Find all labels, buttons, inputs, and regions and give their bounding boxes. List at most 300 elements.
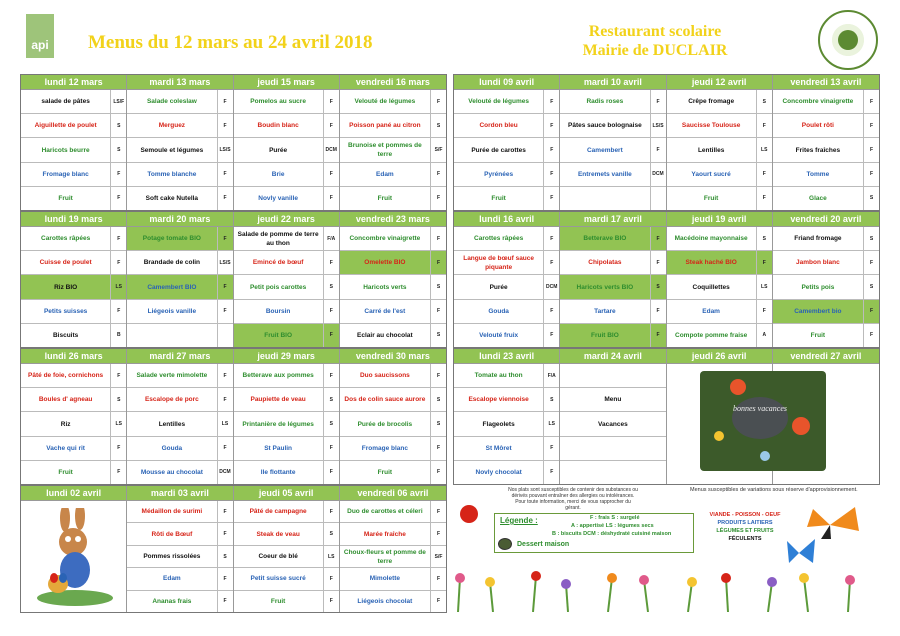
dish-code: F — [323, 163, 339, 186]
dish-name: Steak haché BIO — [685, 259, 737, 267]
day-column — [21, 349, 127, 484]
dish-name: Fruit BIO — [264, 331, 293, 339]
day-header: vendredi 30 mars — [340, 349, 446, 364]
dish-row — [667, 90, 772, 114]
dish-row — [340, 523, 446, 545]
dish-row — [234, 138, 339, 162]
dish-row — [454, 138, 559, 162]
week-grid — [21, 75, 446, 210]
dish-name: Carottes râpées — [474, 235, 524, 243]
day-header: mardi 27 mars — [127, 349, 232, 364]
dish-row — [234, 251, 339, 275]
dish-code: DCM — [217, 461, 233, 484]
dish-row — [560, 412, 665, 436]
dish-name: Frites fraîches — [795, 146, 841, 154]
dish-name: Radis roses — [586, 98, 624, 106]
day-column — [127, 349, 233, 484]
dish-code: F — [543, 251, 559, 274]
dish-row — [340, 300, 446, 324]
allergen-note: Nos plats sont susceptibles de contenir des substances ou dérivés pouvant entraîner des allergies ou intolérances. Pour toute information, merci de vous rapprocher du gérant. — [508, 487, 638, 511]
week-grid — [454, 75, 879, 210]
dish-name: Menu — [604, 396, 622, 404]
week-grid — [454, 212, 879, 347]
dish-row — [560, 324, 665, 347]
dish-name: Escalope viennoise — [468, 396, 529, 404]
day-column — [234, 212, 340, 347]
dish-name: Mousse au chocolat — [140, 468, 203, 476]
dish-name — [127, 324, 216, 347]
dish-row — [560, 251, 665, 275]
dish-code: F/A — [543, 364, 559, 387]
dish-code: B — [110, 324, 126, 347]
dish-row — [127, 437, 232, 461]
dish-code: LS/S — [650, 114, 666, 137]
dish-code: F — [323, 568, 339, 589]
dish-code — [650, 187, 666, 210]
dish-row — [234, 275, 339, 299]
dish-name: Semoule et légumes — [140, 146, 204, 154]
dish-name: Petit suisse sucré — [250, 575, 306, 583]
dish-code: S — [323, 388, 339, 411]
dish-code: DCM — [323, 138, 339, 161]
dish-name: Fruit — [810, 331, 826, 339]
dish-name: Carré de l'est — [364, 307, 406, 315]
dish-code: F — [217, 591, 233, 612]
dish-name: Betterave BIO — [583, 235, 627, 243]
dish-name: Novly vanille — [258, 194, 298, 202]
dish-code: LS — [110, 275, 126, 298]
week-panel — [20, 348, 447, 485]
dish-code: F — [543, 437, 559, 460]
dish-row — [340, 163, 446, 187]
dish-name: St Môret — [485, 444, 512, 452]
dish-row — [127, 591, 232, 612]
dish-name: Gouda — [488, 307, 509, 315]
dish-row — [127, 251, 232, 275]
dish-row — [127, 163, 232, 187]
butterflies-illustration — [785, 505, 875, 575]
dish-name: Purée — [269, 146, 288, 154]
dish-row — [234, 364, 339, 388]
dish-name: Brie — [271, 170, 285, 178]
food-categories — [690, 511, 800, 543]
holiday-card — [700, 371, 826, 471]
dish-row — [127, 187, 232, 210]
day-header: lundi 23 avril — [454, 349, 559, 364]
day-column — [340, 349, 446, 484]
dish-code: F — [543, 90, 559, 113]
dish-code: LS — [756, 138, 772, 161]
dish-row — [127, 227, 232, 251]
dish-row — [454, 163, 559, 187]
dish-row — [560, 227, 665, 251]
dish-row — [773, 163, 879, 187]
dish-code: F — [217, 501, 233, 522]
dish-name: Paupiette de veau — [250, 396, 306, 404]
easter-bunny-illustration — [30, 508, 120, 608]
dish-code: F — [863, 90, 879, 113]
day-column — [773, 212, 879, 347]
dish-row — [667, 324, 772, 347]
dish-row — [340, 114, 446, 138]
dish-row — [340, 251, 446, 275]
day-column — [234, 349, 340, 484]
dish-row — [234, 163, 339, 187]
dish-name: Brandade de colin — [143, 259, 201, 267]
dish-code: F — [217, 114, 233, 137]
dish-row — [773, 251, 879, 275]
dish-row — [773, 275, 879, 299]
dish-name: Potage tomate BIO — [142, 235, 201, 243]
dish-code: F — [543, 138, 559, 161]
dish-row — [454, 187, 559, 210]
dish-code: F — [430, 364, 446, 387]
dish-name: Vache qui rit — [46, 444, 85, 452]
restaurant-line-1: Restaurant scolaire — [588, 23, 722, 40]
dish-name: Flageolets — [482, 420, 515, 428]
dish-row — [773, 114, 879, 138]
dish-name: Chipolatas — [588, 259, 622, 267]
dish-row — [667, 300, 772, 324]
dish-code: F — [543, 227, 559, 250]
dish-code: LS — [323, 546, 339, 567]
day-column — [454, 349, 560, 484]
dish-row — [234, 187, 339, 210]
dish-row — [21, 275, 126, 299]
dish-row — [667, 251, 772, 275]
dish-code: F — [323, 187, 339, 210]
dish-row — [454, 461, 559, 484]
dish-row — [667, 163, 772, 187]
dish-name: salade de pâtes — [41, 98, 90, 106]
day-header: mardi 13 mars — [127, 75, 232, 90]
dish-name: Aiguillette de poulet — [34, 122, 97, 130]
dish-row — [21, 364, 126, 388]
dish-code — [217, 324, 233, 347]
dish-name: Steak de veau — [256, 530, 300, 538]
dish-row — [340, 546, 446, 568]
apple-emblem-icon — [838, 30, 858, 50]
dish-code: F — [430, 501, 446, 522]
dish-code: F — [323, 251, 339, 274]
dish-code: F — [323, 591, 339, 612]
dessert-maison-label: Dessert maison — [517, 541, 570, 548]
dish-code: S — [323, 523, 339, 544]
dish-name: Haricots beurre — [41, 146, 90, 154]
day-header: jeudi 29 mars — [234, 349, 339, 364]
day-header: lundi 09 avril — [454, 75, 559, 90]
dish-name: Tomate au thon — [474, 372, 523, 380]
category-veg: LÉGUMES ET FRUITS — [716, 528, 774, 534]
dish-code: F — [110, 300, 126, 323]
dish-name: Coeur de blé — [258, 553, 298, 561]
dish-name: Duo de carottes et céleri — [347, 508, 423, 516]
dish-code: DCM — [543, 275, 559, 298]
day-header: mardi 10 avril — [560, 75, 665, 90]
dish-code: F — [217, 437, 233, 460]
logo-text: api — [31, 38, 49, 52]
dish-name: Dos de colin sauce aurore — [344, 396, 426, 404]
dish-name: Brunoise et pommes de terre — [348, 142, 422, 158]
dish-row — [127, 138, 232, 162]
dish-row — [127, 568, 232, 590]
dish-row — [340, 90, 446, 114]
dish-row — [340, 568, 446, 590]
dish-name: Petits pois — [801, 283, 835, 291]
dish-row — [773, 187, 879, 210]
dish-code: F — [110, 364, 126, 387]
dish-name: Cordon bleu — [479, 122, 518, 130]
dish-row — [127, 275, 232, 299]
dish-name: Camembert BIO — [147, 283, 197, 291]
dish-code: F — [756, 251, 772, 274]
dish-row — [773, 300, 879, 324]
dish-code: F — [110, 163, 126, 186]
day-column — [560, 349, 666, 484]
legend-line: B : biscuits DCM : déshydraté cuisiné maison — [552, 531, 672, 537]
dish-row — [234, 324, 339, 347]
week-panel — [20, 74, 447, 211]
dish-name: Jambon blanc — [796, 259, 840, 267]
day-header: lundi 19 mars — [21, 212, 126, 227]
dish-code: S — [110, 114, 126, 137]
dish-name: Tartare — [594, 307, 616, 315]
dish-code: F — [430, 591, 446, 612]
day-column — [454, 212, 560, 347]
dish-code: F — [430, 227, 446, 250]
dish-row — [773, 138, 879, 162]
day-header: jeudi 05 avril — [234, 486, 339, 501]
dish-code: LS/S — [217, 138, 233, 161]
dish-row — [560, 437, 665, 461]
dish-row — [127, 523, 232, 545]
dish-name: Boursin — [265, 307, 291, 315]
dish-row — [560, 275, 665, 299]
dish-name: Crêpe fromage — [688, 98, 735, 106]
dish-name: Haricots verts — [363, 283, 407, 291]
dish-code: F — [110, 461, 126, 484]
dish-row — [234, 388, 339, 412]
dish-row — [454, 388, 559, 412]
day-header: vendredi 27 avril — [773, 349, 879, 364]
dish-name: Choux-fleurs et pomme de terre — [343, 548, 426, 565]
dish-row — [127, 412, 232, 436]
dish-code: S — [650, 275, 666, 298]
week-grid — [21, 349, 446, 484]
dish-name: Merguez — [158, 122, 186, 130]
dish-name: Petits suisses — [43, 307, 88, 315]
dish-name — [560, 187, 649, 210]
dish-row — [667, 114, 772, 138]
dish-name: Escalope de porc — [144, 396, 199, 404]
dish-code: F — [650, 227, 666, 250]
dish-code: S — [430, 275, 446, 298]
dish-row — [340, 501, 446, 523]
dish-code: LS/F — [110, 90, 126, 113]
dish-row — [234, 461, 339, 484]
dish-row — [560, 114, 665, 138]
dish-row — [21, 163, 126, 187]
dish-row — [560, 138, 665, 162]
dish-name: Novly chocolat — [475, 468, 522, 476]
dish-row — [340, 388, 446, 412]
dish-code: F — [650, 300, 666, 323]
dish-code: F — [430, 163, 446, 186]
restaurant-line-2: Mairie de DUCLAIR — [582, 42, 728, 59]
dish-row — [454, 90, 559, 114]
restaurant-name — [560, 22, 750, 60]
dish-code: F — [543, 324, 559, 347]
dish-code: F — [863, 251, 879, 274]
dish-name: Purée — [489, 283, 508, 291]
dish-code: F — [217, 300, 233, 323]
dish-name: Haricots verts BIO — [576, 283, 634, 291]
day-column — [127, 212, 233, 347]
day-header: lundi 16 avril — [454, 212, 559, 227]
dish-row — [21, 187, 126, 210]
dish-name: Printanière de légumes — [242, 420, 314, 428]
dish-row — [21, 324, 126, 347]
week-panel — [453, 211, 880, 348]
dish-name: Fruit — [270, 597, 286, 605]
day-column — [234, 75, 340, 210]
dish-row — [234, 412, 339, 436]
dish-name: Soft cake Nutella — [145, 194, 199, 202]
dish-name: Velouté de légumes — [468, 98, 529, 106]
dish-name: Fruit — [703, 194, 719, 202]
legend-line: A : appertisé LS : légumes secs — [571, 523, 654, 529]
dish-code: F — [110, 251, 126, 274]
dish-code: F — [217, 388, 233, 411]
spring-flowers-illustration — [448, 568, 888, 612]
dish-code: S — [543, 388, 559, 411]
dish-row — [340, 437, 446, 461]
dish-code: F — [323, 501, 339, 522]
dish-name: Pâtes sauce bolognaise — [568, 122, 642, 130]
dish-row — [127, 90, 232, 114]
dish-name: Camembert bio — [794, 307, 842, 315]
dish-code: F — [323, 324, 339, 347]
dish-row — [21, 251, 126, 275]
day-column — [127, 75, 233, 210]
day-header: jeudi 19 avril — [667, 212, 772, 227]
dish-code: S/F — [430, 138, 446, 161]
day-header: jeudi 22 mars — [234, 212, 339, 227]
holiday-card-text: bonnes vacances — [733, 404, 787, 413]
dish-code: LS — [110, 412, 126, 435]
dish-row — [454, 324, 559, 347]
day-column — [21, 75, 127, 210]
dish-name: Concombre vinaigrette — [782, 98, 854, 106]
dish-name: Carottes râpées — [41, 235, 91, 243]
dish-name: Purée de brocolis — [357, 420, 413, 428]
dish-code: LS — [756, 275, 772, 298]
dish-name: Fruit BIO — [590, 331, 619, 339]
dish-row — [454, 227, 559, 251]
dish-name: Biscuits — [52, 331, 79, 339]
dish-row — [667, 275, 772, 299]
dish-code: LS — [543, 412, 559, 435]
day-column — [667, 212, 773, 347]
dish-name: Velouté de légumes — [354, 98, 416, 106]
day-column — [340, 75, 446, 210]
dish-code: LS/S — [217, 251, 233, 274]
category-dairy: PRODUITS LAITIERS — [717, 520, 773, 526]
legend-title: Légende : — [500, 516, 538, 525]
dish-row — [560, 163, 665, 187]
dish-name: Entremets vanille — [577, 170, 632, 178]
dish-row — [667, 187, 772, 210]
dish-row — [21, 227, 126, 251]
dish-row — [454, 437, 559, 461]
dish-code: F — [543, 187, 559, 210]
dish-name: Ile flottante — [260, 468, 296, 476]
dish-code: F — [756, 300, 772, 323]
dish-name: Mimolette — [369, 575, 401, 583]
dish-code: S — [863, 275, 879, 298]
dish-name: Lentilles — [158, 420, 186, 428]
dish-row — [560, 300, 665, 324]
town-seal-logo — [818, 10, 878, 70]
dish-code: S — [756, 227, 772, 250]
dish-code: F — [863, 114, 879, 137]
dish-code: F — [323, 300, 339, 323]
dish-name: Betterave aux pommes — [242, 372, 314, 380]
dish-row — [127, 501, 232, 523]
dish-row — [340, 364, 446, 388]
day-column — [773, 75, 879, 210]
dish-code: F — [863, 138, 879, 161]
dish-code: F — [323, 364, 339, 387]
dish-row — [560, 461, 665, 484]
day-column — [21, 212, 127, 347]
dish-code: F — [430, 187, 446, 210]
dish-name — [560, 437, 665, 460]
dish-row — [340, 227, 446, 251]
dish-code: F — [430, 461, 446, 484]
day-header: vendredi 13 avril — [773, 75, 879, 90]
dish-code: F — [217, 364, 233, 387]
page-title: Menus du 12 mars au 24 avril 2018 — [88, 32, 373, 53]
dish-row — [234, 523, 339, 545]
dish-name: Ananas frais — [152, 597, 192, 605]
dessert-maison-icon — [498, 538, 512, 550]
dish-code: F — [863, 300, 879, 323]
dish-code: F — [217, 523, 233, 544]
dish-code: F — [323, 461, 339, 484]
dish-code: F — [217, 568, 233, 589]
dish-name: Salade coleslaw — [146, 98, 197, 106]
dish-name: Boudin blanc — [257, 122, 299, 130]
dish-name: Fromage blanc — [361, 444, 408, 452]
dish-code: S — [430, 324, 446, 347]
day-column — [340, 212, 446, 347]
dish-name: Langue de bœuf sauce piquante — [463, 254, 535, 271]
day-column — [454, 75, 560, 210]
dish-code: F/A — [323, 227, 339, 250]
dish-code: F — [430, 437, 446, 460]
dish-name: Lentilles — [697, 146, 725, 154]
dish-row — [234, 114, 339, 138]
dish-code: F — [543, 163, 559, 186]
dish-name: Médaillon de surimi — [141, 508, 203, 516]
dish-name: Pommes rissolées — [143, 553, 201, 561]
dish-code: F — [217, 187, 233, 210]
dish-name: Friand fromage — [794, 235, 842, 243]
day-column — [234, 486, 340, 612]
dish-row — [454, 364, 559, 388]
day-header: lundi 02 avril — [21, 486, 126, 501]
